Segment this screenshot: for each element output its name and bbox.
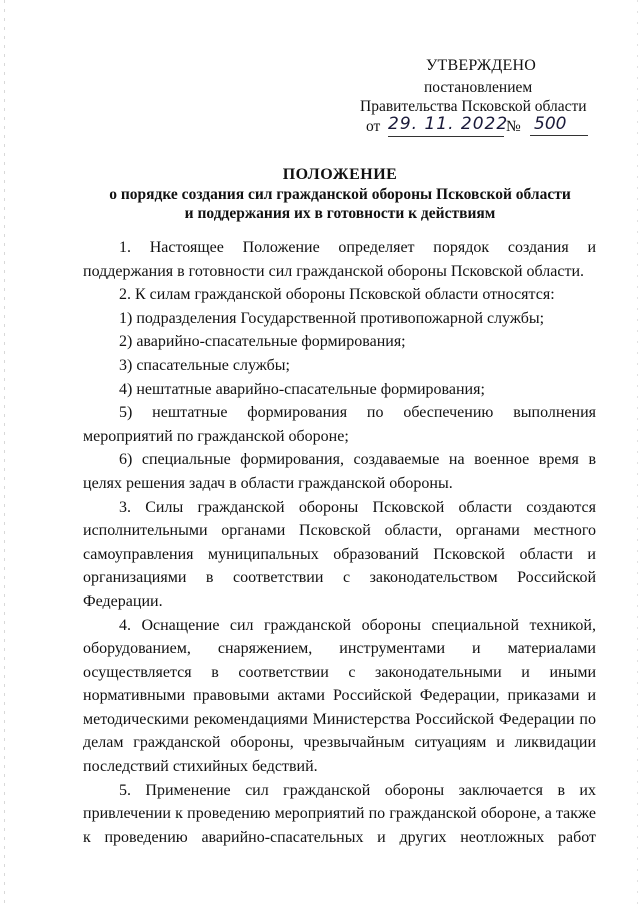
document-title (60, 165, 620, 224)
paragraph-1: 1. Настоящее Положение определяет порядок создания и поддержания в готовности сил гражданской обороны Псковской области. (83, 239, 596, 280)
list-item-1: 1) подразделения Государственной противопожарной службы; (119, 309, 545, 327)
title-line-2: и поддержания их в готовности к действиям (184, 205, 496, 222)
list-item-2: 2) аварийно-спасательные формирования; (119, 333, 406, 351)
list-item-3: 3) спасательные службы; (119, 356, 290, 374)
handwritten-number: 500 (530, 114, 588, 136)
government-label: Правительства Псковской области (360, 98, 587, 115)
scan-edge-left (4, 0, 5, 905)
date-prefix: от (366, 118, 381, 135)
title-heading: ПОЛОЖЕНИЕ (282, 166, 398, 183)
paragraph-4: 4. Оснащение сил гражданской обороны специальной техникой, оборудованием, снаряжением, инструментами и материалами осуществляется в соответствии с законодательными и иными нормативными правовыми актами Российской Федерации, приказами и методическими рекомендациями Министерства Российской Федерации по делам гражданской обороны, чрезвычайным ситуациям и ликвидации последствий стихийных бедствий. (83, 616, 596, 776)
title-line-1: о порядке создания сил гражданской обороны Псковской области (109, 185, 571, 203)
decree-label: постановлением (424, 79, 533, 96)
document-body (83, 236, 596, 849)
paragraph-3: 3. Силы гражданской обороны Псковской области создаются исполнительными органами Псковской области, органами местного самоуправления муниципальных образований Псковской области и организациями в соответствии с законодательством Российской Федерации. (83, 498, 596, 610)
list-item-4: 4) нештатные аварийно-спасательные формирования; (119, 380, 485, 398)
approved-stamp-text: УТВЕРЖДЕНО (426, 57, 537, 74)
paragraph-2: 2. К силам гражданской обороны Псковской области относятся: (119, 286, 555, 304)
list-item-6: 6) специальные формирования, создаваемые на военное время в целях решения задач в области гражданской обороны. (83, 451, 596, 492)
scan-edge-right (637, 0, 638, 905)
approval-date-row (366, 114, 596, 138)
number-sign: № (506, 118, 521, 135)
list-item-5: 5) нештатные формирования по обеспечению выполнения мероприятий по гражданской обороне; (83, 404, 596, 445)
paragraph-5: 5. Применение сил гражданской обороны заключается в их привлечении к проведению мероприятий по гражданской обороне, а также к проведению аварийно-спасательных и других неотложных работ (83, 781, 596, 846)
handwritten-date: 29. 11. 2022 (388, 114, 504, 137)
